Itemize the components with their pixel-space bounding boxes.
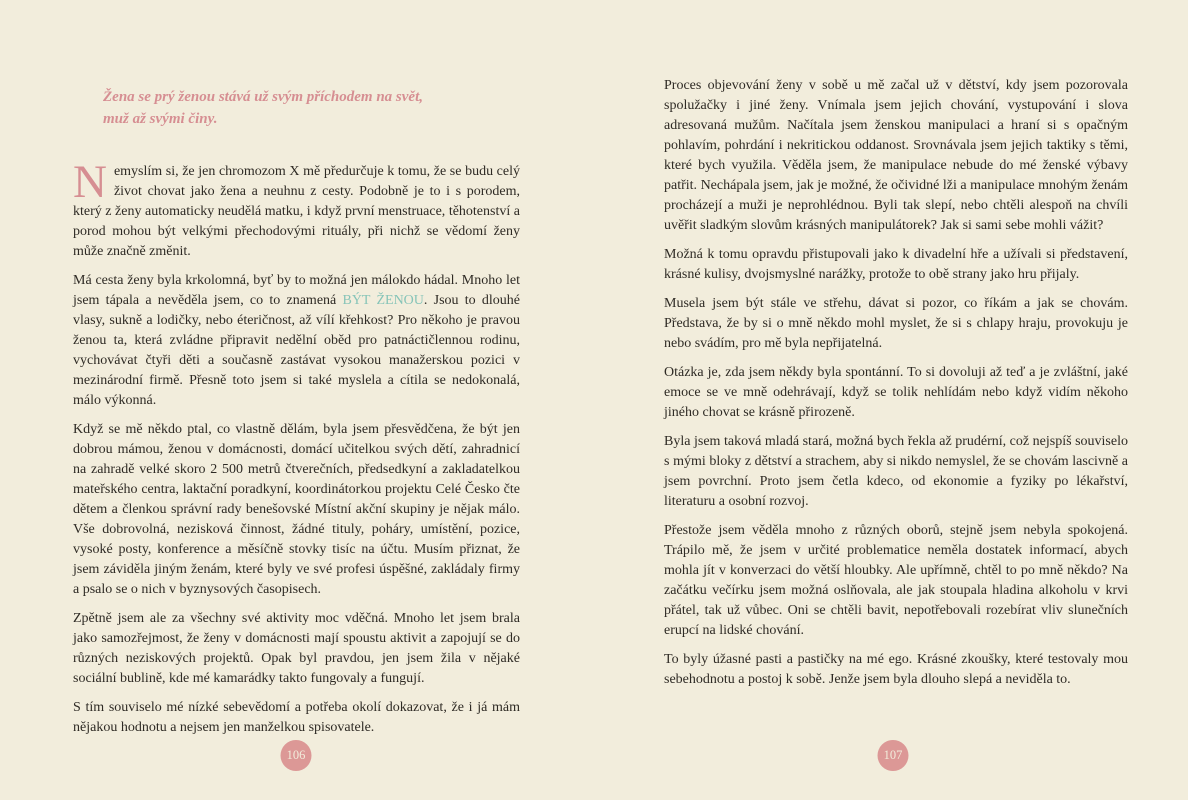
paragraph: Musela jsem být stále ve střehu, dávat si pozor, co říkám a jak se chovám. Představa, že by si o mně někdo mohl myslet, že si s chlapy hraju, provokuju je nebo svádím, pro mě byla nepřijatelná. — [664, 296, 1128, 351]
epigraph-quote — [103, 86, 520, 130]
page-number-badge: 107 — [878, 740, 909, 771]
paragraph: Zpětně jsem ale za všechny své aktivity moc vděčná. Mnoho let jsem brala jako samozřejmost, že ženy v domácnosti mají spoustu aktivit a zapojují se do různých neziskových projektů. Opak byl pravdou, jen jsem žila v nějaké sociální bublině, kde mé kamarádky takto fungovaly a fungují. — [73, 611, 520, 686]
right-page-body — [664, 76, 1128, 690]
paragraph-text: emyslím si, že jen chromozom X mě předurčuje k tomu, že se budu celý život chovat jako žena a neuhnu z cesty. Podobně je to i s porodem, který z ženy automaticky neudělá matku, i když první menstruace, těhotenství a porod mohou být velkými přechodovými rituály, při nichž se vědomí ženy může značně změnit. — [73, 164, 520, 259]
paragraph: Možná k tomu opravdu přistupovali jako k divadelní hře a užívali si představení, krásné kulisy, dvojsmyslné narážky, protože to obě strany jako hru přijaly. — [664, 247, 1128, 282]
paragraph: S tím souviselo mé nízké sebevědomí a potřeba okolí dokazovat, že i já mám nějakou hodnotu a nejsem jen manželkou spisovatele. — [73, 700, 520, 735]
right-page — [594, 0, 1188, 800]
paragraph — [73, 271, 520, 411]
paragraph: To byly úžasné pasti a pastičky na mé ego. Krásné zkoušky, které testovaly mou sebehodnotu a postoj k sobě. Jenže jsem byla dlouho slepá a neviděla to. — [664, 652, 1128, 687]
epigraph-line-2: muž až svými činy. — [103, 111, 218, 127]
highlighted-phrase: BÝT ŽENOU — [342, 293, 424, 308]
drop-cap: N — [73, 156, 107, 208]
paragraph: Otázka je, zda jsem někdy byla spontánní. To si dovoluji až teď a je zvláštní, jaké emoce se ve mně odehrávají, když se tolik nehlídám nebo když vidím někoho jiného chovat se krásně přirozeně. — [664, 365, 1128, 420]
paragraph-text: Má cesta ženy byla krkolomná, byť by to možná jen málokdo hádal. Mnoho let jsem tápala a nevěděla jsem, co to znamená — [73, 273, 520, 308]
epigraph-line-1: Žena se prý ženou stává už svým příchodem na svět, — [103, 89, 423, 105]
paragraph: Proces objevování ženy v sobě u mě začal už v dětství, kdy jsem pozorovala spolužačky i jiné ženy. Vnímala jsem jejich chování, vystupování i slova adresovaná mužům. Načítala jsem ženskou manipulaci a hraní si s opačným pohlavím, pohrdání i nekritickou oddanost. Srovnávala jsem jejich taktiky s těmi, které bych využila. Věděla jsem, že manipulace nebude do mé ženské výbavy patřit. Nechápala jsem, jak je možné, že očividné lži a manipulace mnohým ženám procházejí a muži je neprohlédnou. Byli tak slepí, nebo chtěli alespoň na chvíli uvěřit sladkým slovům krásných manipulátorek? Jak si sami sebe mohli vážit? — [664, 78, 1128, 233]
paragraph: Když se mě někdo ptal, co vlastně dělám, byla jsem přesvědčena, že být jen dobrou mámou, ženou v domácnosti, domácí učitelkou svých dětí, zahradnicí na zahradě velké skoro 2 500 metrů čtverečních, předsedkyní a zakladatelkou mateřského centra, laktační poradkyní, koordinátorkou projektu Celé Česko čte dětem a členkou správní rady benešovské Místní akční skupiny je nějak málo. Vše dobrovolná, nezisková činnost, žádné tituly, poháry, umístění, pozice, vysoké posty, konference a měsíčně stovky tisíc na účtu. Musím přiznat, že jsem záviděla jiným ženám, které byly ve své profesi úspěšné, zakládaly firmy a psalo se o nich v byznysových časopisech. — [73, 422, 520, 597]
paragraph: Přestože jsem věděla mnoho z různých oborů, stejně jsem nebyla spokojená. Trápilo mě, že jsem v určité problematice neměla dostatek informací, abych mohla jít v konverzaci do větší hloubky. Ale upřímně, chtěl to po mně někdo? Na začátku večírku jsem možná oslňovala, ale jak stoupala hladina alkoholu v krvi přátel, tak už vůbec. Oni se chtěli bavit, nepotřebovali rozebírat vliv slunečních erupcí na lidské chování. — [664, 523, 1128, 638]
left-page-body — [73, 156, 520, 738]
paragraph: Byla jsem taková mladá stará, možná bych řekla až prudérní, což nejspíš souviselo s mými bloky z dětství a strachem, aby si nikdo nemyslel, že se chovám lascivně a jsem povrchní. Proto jsem četla kdeco, od ekonomie a fyziky po lékařství, literaturu a osobní rozvoj. — [664, 434, 1128, 509]
paragraph-text: . Jsou to dlouhé vlasy, sukně a lodičky, nebo éteričnost, až vílí křehkost? Pro někoho je pravou ženou ta, která zvládne připravit nedělní oběd pro patnáctičlennou rodinu, vychovávat čtyři děti a současně zastávat vysokou manažerskou pozici v mezinárodní firmě. Přesně toto jsem si také myslela a cítila se nedokonalá, málo výkonná. — [73, 293, 520, 408]
page-number-badge: 106 — [281, 740, 312, 771]
paragraph — [73, 156, 520, 262]
